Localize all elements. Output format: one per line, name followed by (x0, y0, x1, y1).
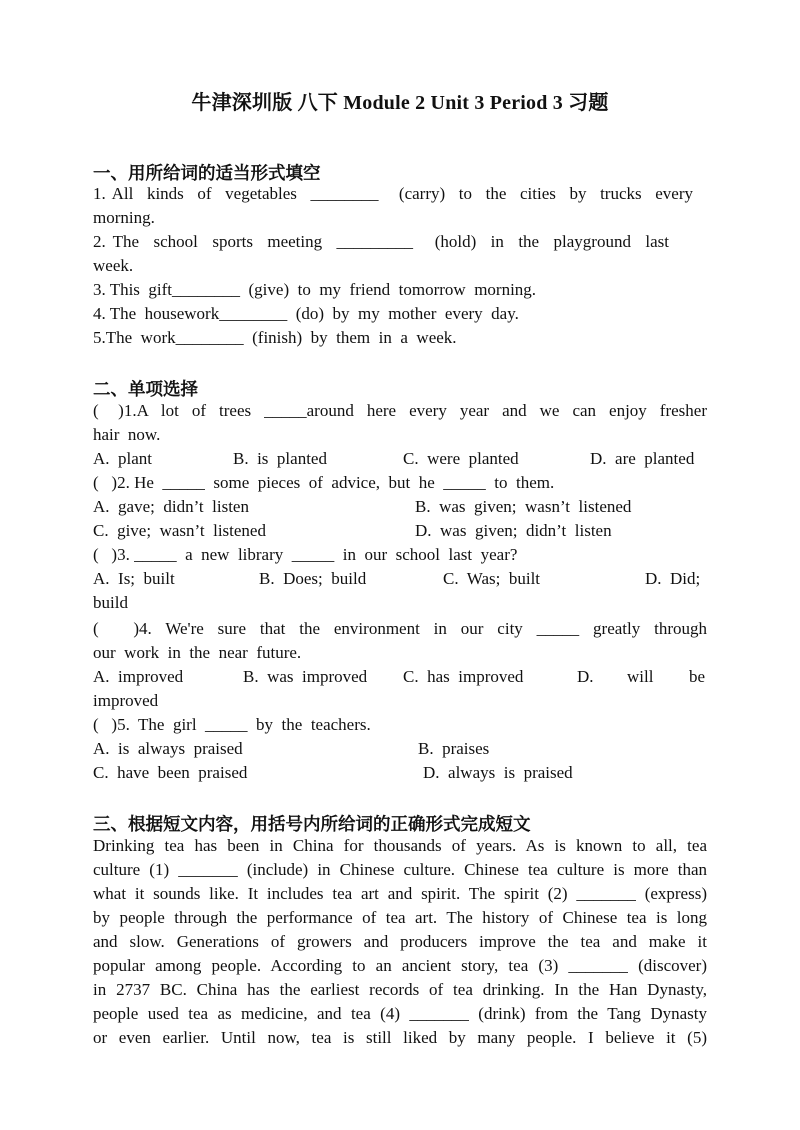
passage-line-7: in 2737 BC. China has the earliest records of tea drinking. In the Han Dynasty, (93, 980, 707, 999)
section1-heading: 一、用所给词的适当形式填空 (93, 164, 321, 184)
q1-option-b: B. is planted (233, 449, 327, 468)
q3-stem: ( )3. _____ a new library _____ in our school last year? (93, 545, 518, 564)
passage-line-8: people used tea as medicine, and tea (4) _______ (drink) from the Tang Dynasty (93, 1004, 707, 1023)
q5-option-a: A. is always praised (93, 739, 243, 758)
s1-line-6: 4. The housework________ (do) by my mother every day. (93, 304, 519, 323)
q4-option-c: C. has improved (403, 667, 524, 686)
passage-line-6: popular among people. According to an ancient story, tea (3) _______ (discover) (93, 956, 707, 975)
q2-option-d: D. was given; didn’t listen (415, 521, 612, 540)
q4-option-a: A. improved (93, 667, 184, 686)
q1-stem-cont: hair now. (93, 425, 161, 444)
q3-option-d: D. Did; (645, 569, 701, 588)
page-title: 牛津深圳版 八下 Module 2 Unit 3 Period 3 习题 (191, 92, 609, 114)
section3-heading: 三、根据短文内容，用括号内所给词的正确形式完成短文 (93, 815, 531, 835)
s1-line-5: 3. This gift________ (give) to my friend tomorrow morning. (93, 280, 537, 299)
q1-option-d: D. are planted (590, 449, 695, 468)
q5-option-c: C. have been praised (93, 763, 248, 782)
passage-line-2: culture (1) _______ (include) in Chinese culture. Chinese tea culture is more than (93, 860, 707, 879)
q4-option-b: B. was improved (243, 667, 368, 686)
q4-stem: ( )4. We're sure that the environment in our city _____ greatly through (93, 619, 707, 638)
q5-stem: ( )5. The girl _____ by the teachers. (93, 715, 371, 734)
q2-option-b: B. was given; wasn’t listened (415, 497, 632, 516)
section2-heading: 二、单项选择 (93, 380, 198, 400)
s1-line-4: week. (93, 256, 134, 275)
q1-stem: ( )1.A lot of trees _____around here every year and we can enjoy fresher (93, 401, 707, 420)
q5-option-d: D. always is praised (423, 763, 573, 782)
s1-line-7: 5.The work________ (finish) by them in a week. (93, 328, 457, 347)
q1-option-c: C. were planted (403, 449, 519, 468)
s1-line-3: 2. The school sports meeting _________ (hold) in the playground last (93, 232, 669, 251)
passage-line-9: or even earlier. Until now, tea is still liked by many people. I believe it (5) (93, 1028, 707, 1047)
passage-line-4: by people through the performance of tea art. The history of Chinese tea is long (93, 908, 707, 927)
passage-line-1: Drinking tea has been in China for thousands of years. As is known to all, tea (93, 836, 707, 855)
s1-line-1: 1. All kinds of vegetables ________ (carry) to the cities by trucks every (93, 184, 693, 203)
s1-line-2: morning. (93, 208, 155, 227)
q4-stem-cont: our work in the near future. (93, 643, 302, 662)
q2-option-c: C. give; wasn’t listened (93, 521, 266, 540)
q4-option-d-word-2: be (689, 667, 706, 686)
q4-option-d-cont: improved (93, 691, 159, 710)
q4-option-d: D. (577, 667, 594, 686)
q2-option-a: A. gave; didn’t listen (93, 497, 249, 516)
q4-option-d-word-1: will (627, 667, 654, 686)
q5-option-b: B. praises (418, 739, 490, 758)
q1-option-a: A. plant (93, 449, 153, 468)
q3-option-d-cont: build (93, 593, 128, 612)
q2-stem: ( )2. He _____ some pieces of advice, but he _____ to them. (93, 473, 555, 492)
passage-line-5: and slow. Generations of growers and producers improve the tea and make it (93, 932, 707, 951)
q3-option-b: B. Does; build (259, 569, 367, 588)
passage-line-3: what it sounds like. It includes tea art and spirit. The spirit (2) _______ (express) (93, 884, 707, 903)
q3-option-c: C. Was; built (443, 569, 541, 588)
q3-option-a: A. Is; built (93, 569, 175, 588)
